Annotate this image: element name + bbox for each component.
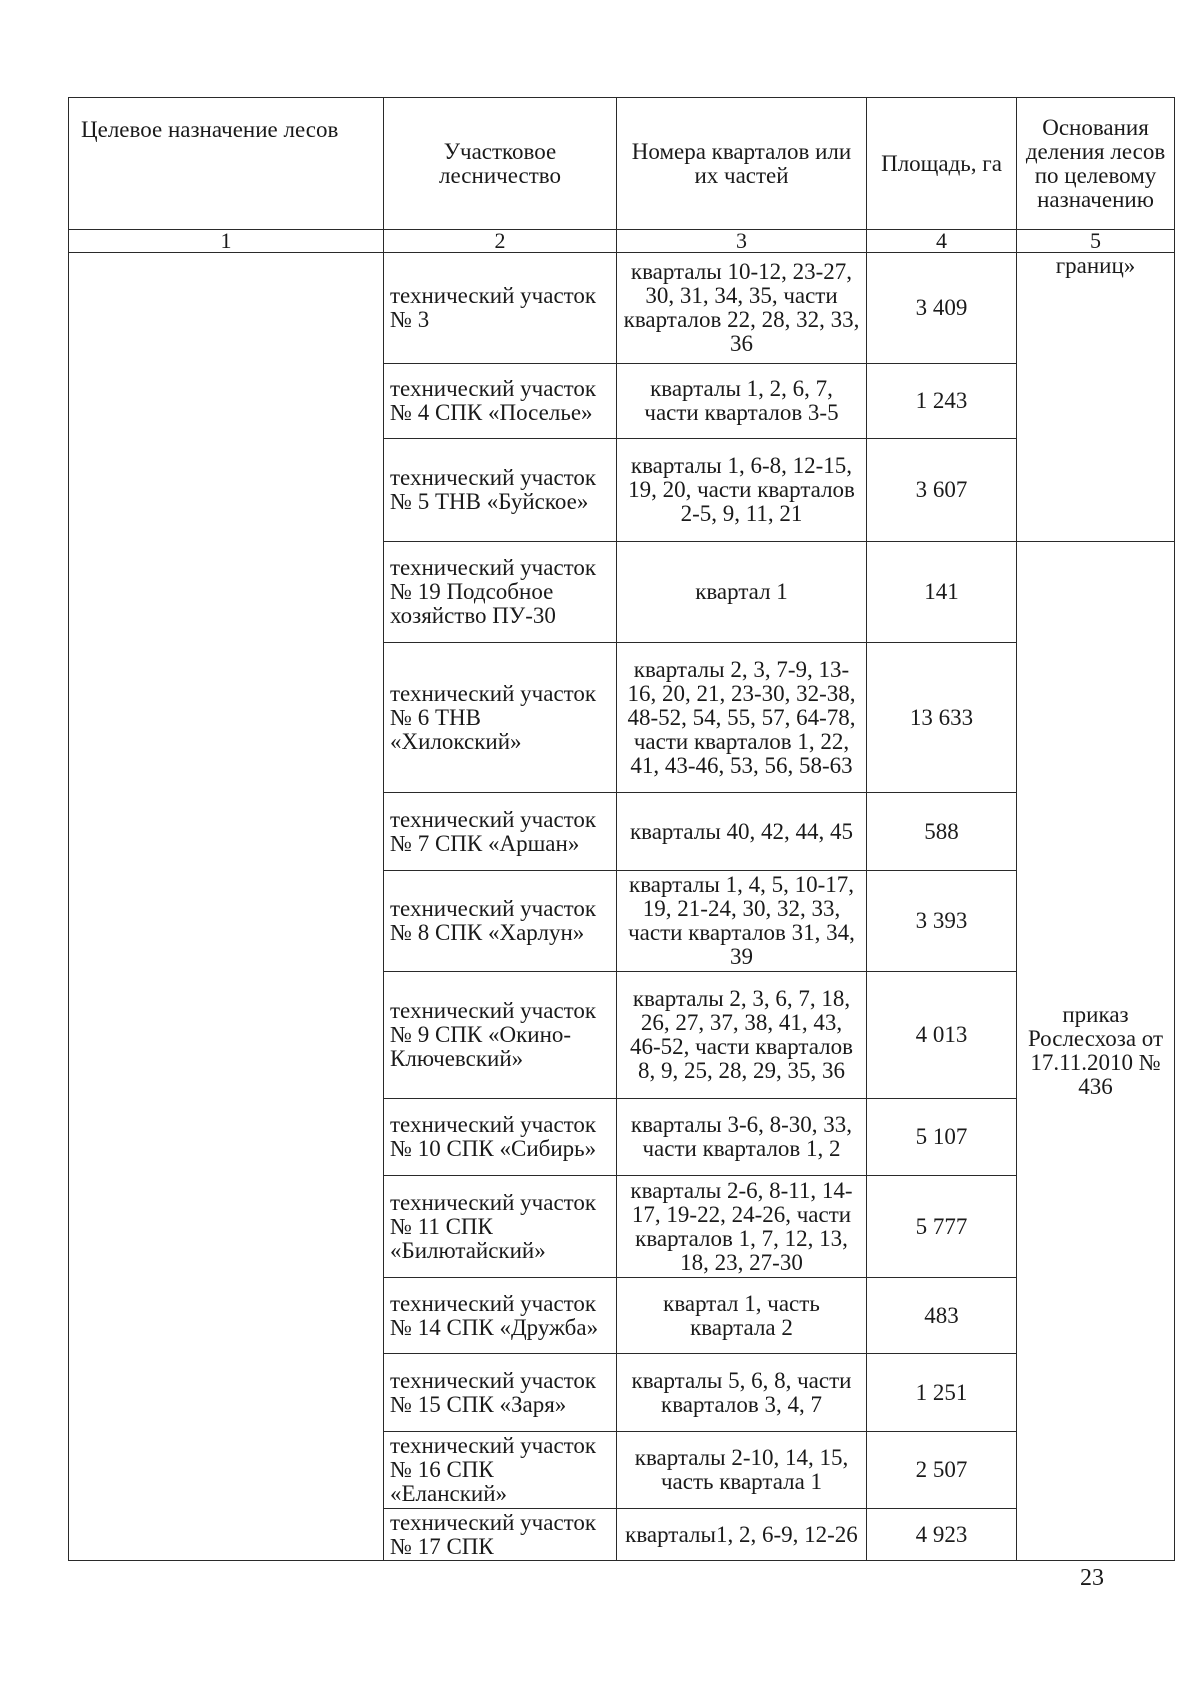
site-cell: технический участок № 19 Подсобное хозяйство ПУ-30	[384, 542, 617, 643]
column-number: 1	[69, 230, 384, 253]
table-header-row	[69, 98, 1175, 230]
quarters-cell: кварталы 10-12, 23-27, 30, 31, 34, 35, части кварталов 22, 28, 32, 33, 36	[617, 253, 867, 364]
basis-cell-top: границ»	[1017, 253, 1175, 542]
area-cell: 4 923	[867, 1509, 1017, 1561]
header-area: Площадь, га	[867, 98, 1017, 230]
site-cell: технический участок № 17 СПК	[384, 1509, 617, 1561]
quarters-cell: квартал 1, часть квартала 2	[617, 1278, 867, 1354]
header-purpose: Целевое назначение лесов	[69, 98, 384, 230]
quarters-cell: кварталы 1, 6-8, 12-15, 19, 20, части кварталов 2-5, 9, 11, 21	[617, 439, 867, 542]
area-cell: 3 607	[867, 439, 1017, 542]
column-number: 5	[1017, 230, 1175, 253]
quarters-cell: кварталы 3-6, 8-30, 33, части кварталов 1, 2	[617, 1099, 867, 1176]
site-cell: технический участок № 3	[384, 253, 617, 364]
quarters-cell: кварталы 40, 42, 44, 45	[617, 793, 867, 871]
quarters-cell: кварталы 1, 2, 6, 7, части кварталов 3-5	[617, 364, 867, 439]
header-basis: Основания деления лесов по целевому назначению	[1017, 98, 1175, 230]
area-cell: 1 243	[867, 364, 1017, 439]
area-cell: 13 633	[867, 643, 1017, 793]
basis-cell-main: приказ Рослесхоза от 17.11.2010 № 436	[1017, 542, 1175, 1561]
area-cell: 5 107	[867, 1099, 1017, 1176]
site-cell: технический участок № 8 СПК «Харлун»	[384, 871, 617, 972]
column-number: 4	[867, 230, 1017, 253]
quarters-cell: кварталы 2, 3, 7-9, 13-16, 20, 21, 23-30, 32-38, 48-52, 54, 55, 57, 64-78, части кварталов 1, 22, 41, 43-46, 53, 56, 58-63	[617, 643, 867, 793]
site-cell: технический участок № 16 СПК «Еланский»	[384, 1432, 617, 1509]
area-cell: 5 777	[867, 1176, 1017, 1278]
site-cell: технический участок № 11 СПК «Билютайский»	[384, 1176, 617, 1278]
site-cell: технический участок № 5 ТНВ «Буйское»	[384, 439, 617, 542]
quarters-cell: кварталы 5, 6, 8, части кварталов 3, 4, 7	[617, 1354, 867, 1432]
area-cell: 483	[867, 1278, 1017, 1354]
purpose-cell	[69, 253, 384, 1561]
site-cell: технический участок № 4 СПК «Поселье»	[384, 364, 617, 439]
column-number-row	[69, 230, 1175, 253]
site-cell: технический участок № 9 СПК «Окино-Ключевский»	[384, 972, 617, 1099]
header-forestry: Участковое лесничество	[384, 98, 617, 230]
site-cell: технический участок № 15 СПК «Заря»	[384, 1354, 617, 1432]
column-number: 2	[384, 230, 617, 253]
header-quarters: Номера кварталов или их частей	[617, 98, 867, 230]
site-cell: технический участок № 7 СПК «Аршан»	[384, 793, 617, 871]
site-cell: технический участок № 10 СПК «Сибирь»	[384, 1099, 617, 1176]
page-number: 23	[1080, 1565, 1104, 1591]
column-number: 3	[617, 230, 867, 253]
quarters-cell: кварталы 2-10, 14, 15, часть квартала 1	[617, 1432, 867, 1509]
table-row	[69, 253, 1175, 364]
quarters-cell: кварталы 2, 3, 6, 7, 18, 26, 27, 37, 38, 41, 43, 46-52, части кварталов 8, 9, 25, 28, 29, 35, 36	[617, 972, 867, 1099]
quarters-cell: квартал 1	[617, 542, 867, 643]
area-cell: 3 393	[867, 871, 1017, 972]
quarters-cell: кварталы1, 2, 6-9, 12-26	[617, 1509, 867, 1561]
site-cell: технический участок № 14 СПК «Дружба»	[384, 1278, 617, 1354]
site-cell: технический участок № 6 ТНВ «Хилокский»	[384, 643, 617, 793]
area-cell: 3 409	[867, 253, 1017, 364]
area-cell: 2 507	[867, 1432, 1017, 1509]
area-cell: 588	[867, 793, 1017, 871]
area-cell: 141	[867, 542, 1017, 643]
quarters-cell: кварталы 1, 4, 5, 10-17, 19, 21-24, 30, 32, 33, части кварталов 31, 34, 39	[617, 871, 867, 972]
area-cell: 1 251	[867, 1354, 1017, 1432]
quarters-cell: кварталы 2-6, 8-11, 14-17, 19-22, 24-26, части кварталов 1, 7, 12, 13, 18, 23, 27-30	[617, 1176, 867, 1278]
area-cell: 4 013	[867, 972, 1017, 1099]
forest-purpose-table	[68, 97, 1175, 1561]
